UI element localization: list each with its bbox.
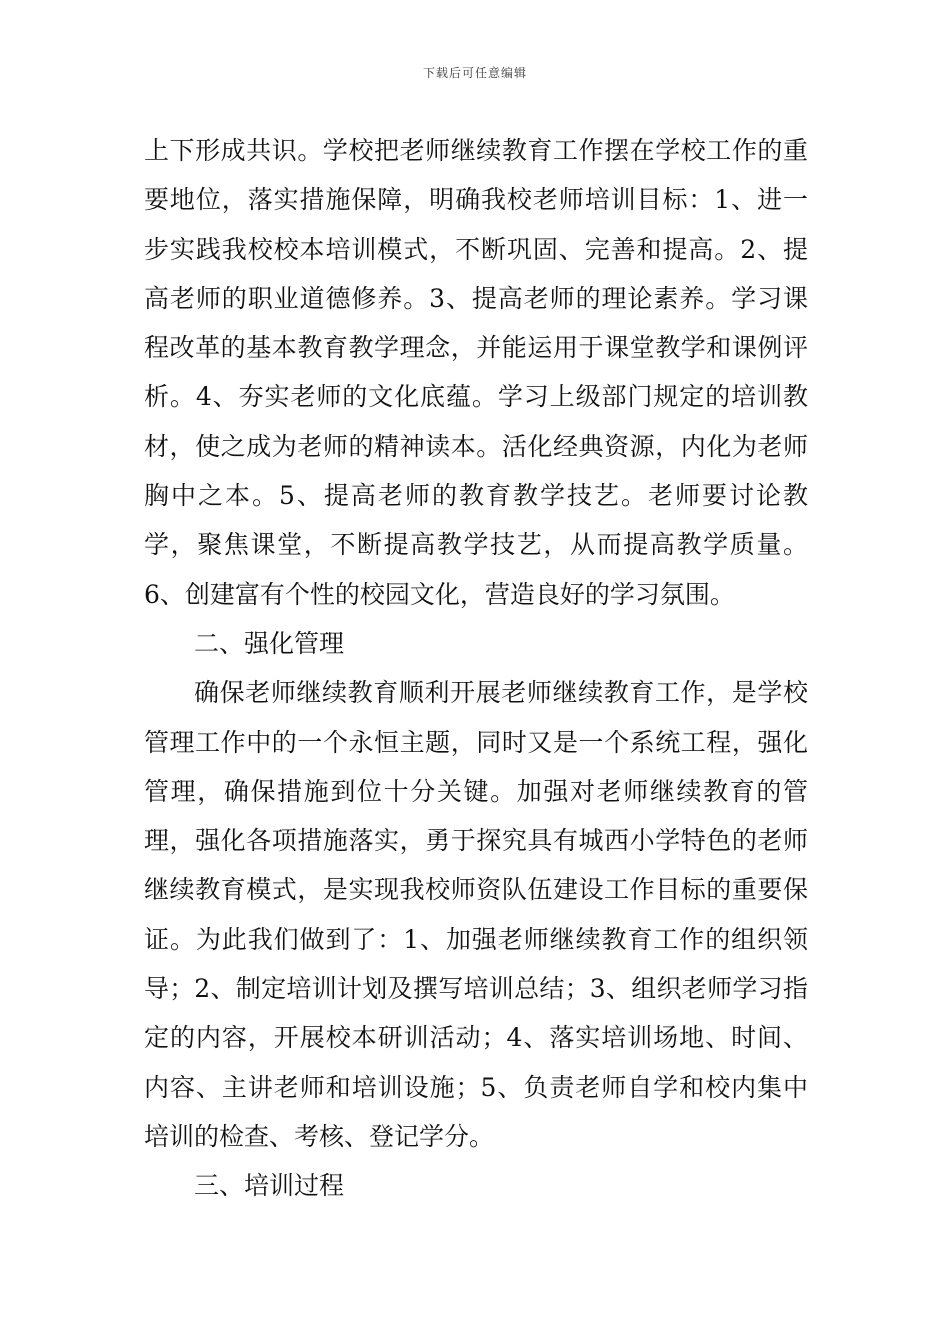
paragraph-training-goals: 上下形成共识。学校把老师继续教育工作摆在学校工作的重要地位，落实措施保障，明确我校老师培训目标：1、进一步实践我校校本培训模式，不断巩固、完善和提高。2、提高老师的职业道德修养。3、提高老师的理论素养。学习课程改革的基本教育教学理念，并能运用于课堂教学和课例评析。4、夯实老师的文化底蕴。学习上级部门规定的培训教材，使之成为老师的精神读本。活化经典资源，内化为老师胸中之本。5、提高老师的教育教学技艺。老师要讨论教学，聚焦课堂，不断提高教学技艺，从而提高教学质量。6、创建富有个性的校园文化，营造良好的学习氛围。 — [144, 136, 808, 609]
section-heading-strengthen-management: 二、强化管理 — [194, 628, 345, 658]
paragraph-management: 确保老师继续教育顺利开展老师继续教育工作，是学校管理工作中的一个永恒主题，同时又是一个系统工程，强化管理，确保措施到位十分关键。加强对老师继续教育的管理，强化各项措施落实，勇于探究具有城西小学特色的老师继续教育模式，是实现我校师资队伍建设工作目标的重要保证。为此我们做到了：1、加强老师继续教育工作的组织领导；2、制定培训计划及撰写培训总结；3、组织老师学习指定的内容，开展校本研训活动；4、落实培训场地、时间、内容、主讲老师和培训设施；5、负责老师自学和校内集中培训的检查、考核、登记学分。 — [144, 678, 808, 1151]
page-header-note: 下载后可任意编辑 — [422, 66, 527, 80]
section-heading-training-process: 三、培训过程 — [194, 1171, 345, 1201]
document-body — [144, 126, 808, 1211]
